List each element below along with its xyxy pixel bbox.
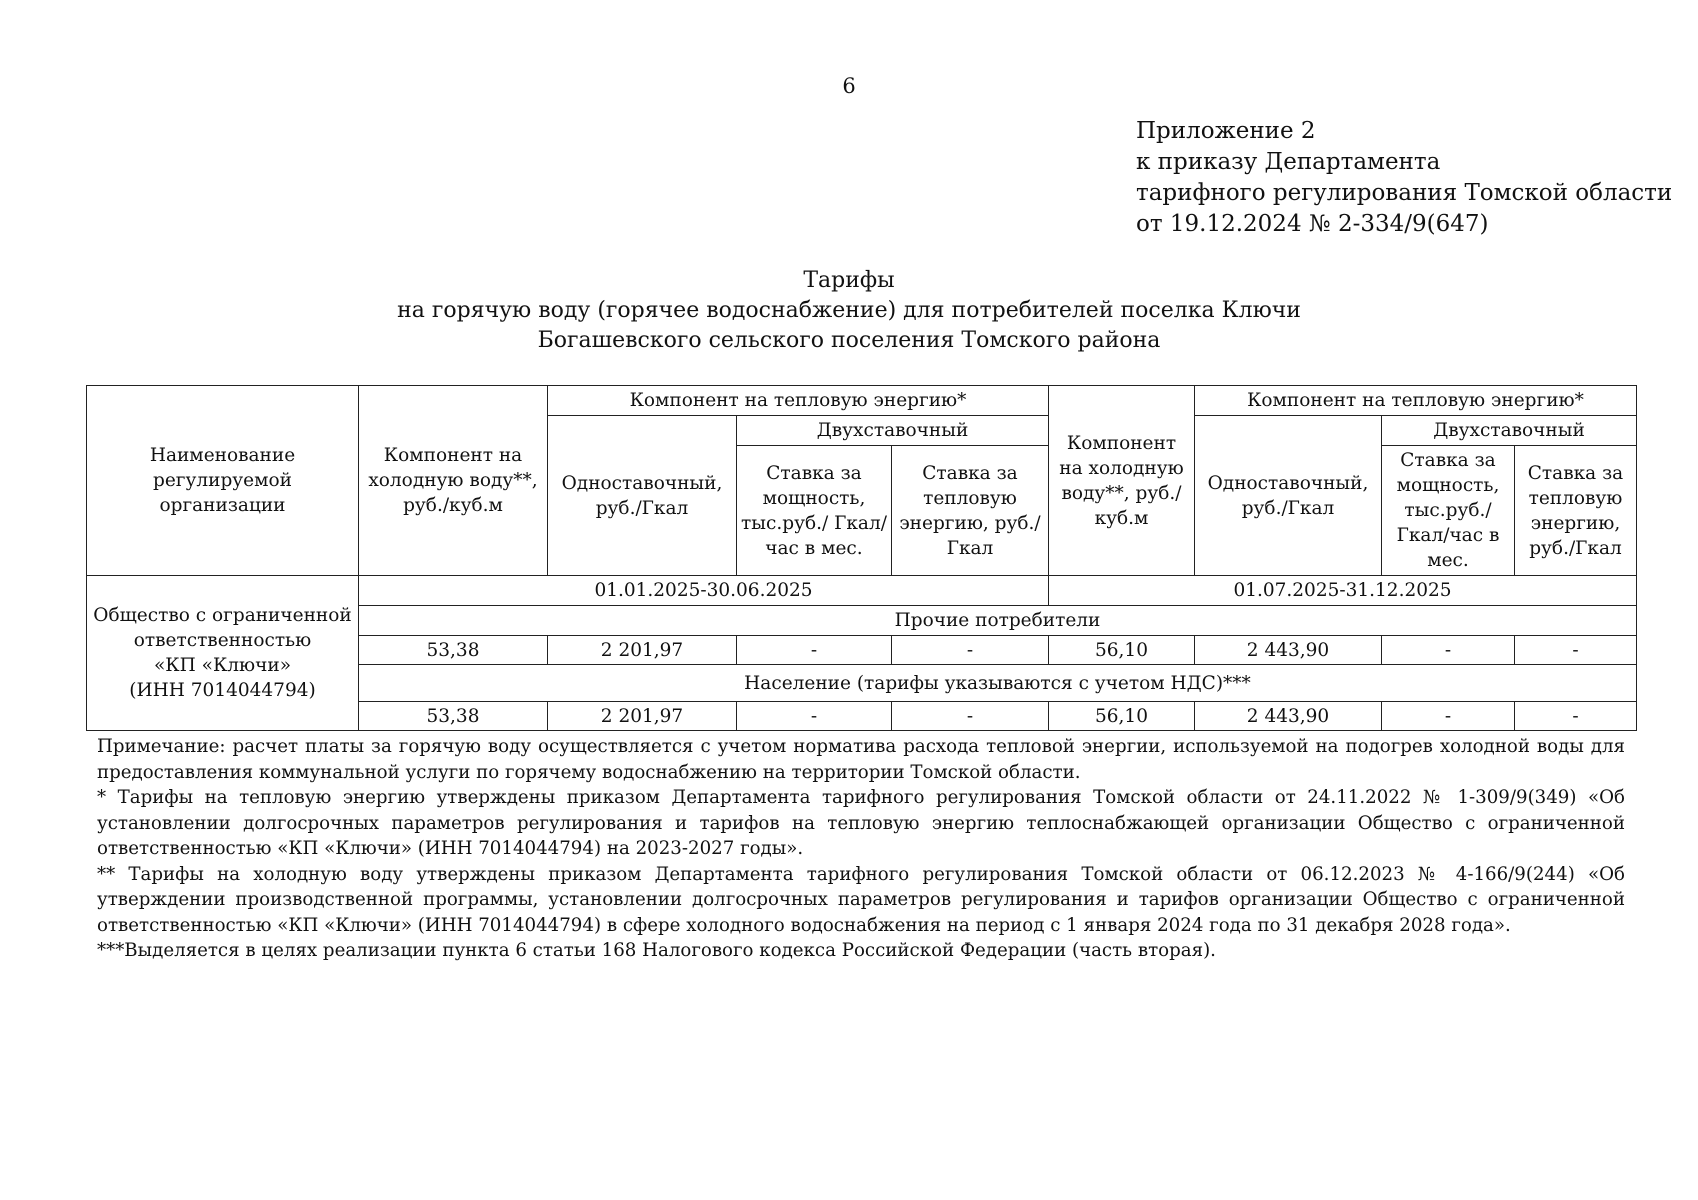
organization-line: (ИНН 7014044794) xyxy=(129,680,316,701)
value-cell: - xyxy=(1515,636,1637,665)
note-vat: ***Выделяется в целях реализации пункта 6 статьи 168 Налогового кодекса Российской Федерации (часть вторая). xyxy=(97,940,1216,961)
document-title xyxy=(0,266,1698,356)
tariff-table xyxy=(86,385,1637,731)
appendix-block xyxy=(1136,116,1676,240)
appendix-line: к приказу Департамента xyxy=(1136,149,1441,175)
value-cell: - xyxy=(737,636,892,665)
period-1: 01.01.2025-30.06.2025 xyxy=(359,576,1049,606)
value-cell: - xyxy=(1382,636,1515,665)
value-cell: - xyxy=(1515,702,1637,731)
appendix-line: Приложение 2 xyxy=(1136,118,1316,144)
notes-block xyxy=(97,734,1625,964)
value-cell: 53,38 xyxy=(359,636,548,665)
note-heat-tariffs: * Тарифы на тепловую энергию утверждены приказом Департамента тарифного регулирования Томской области от 24.11.2022 № 1-309/9(349) «Об установлении долгосрочных параметров регулирования и тарифов на тепловую энергию теплоснабжающей организации Общество с ограниченной ответственностью «КП «Ключи» (ИНН 7014044794) на 2023-2027 годы». xyxy=(97,787,1625,859)
title-line: на горячую воду (горячее водоснабжение) для потребителей поселка Ключи xyxy=(397,298,1301,323)
header-org-name: Наименование регулируемой организации xyxy=(87,386,359,576)
appendix-line: тарифного регулирования Томской области xyxy=(1136,180,1673,206)
value-cell: 2 443,90 xyxy=(1195,636,1382,665)
note-cold-water-tariffs: ** Тарифы на холодную воду утверждены приказом Департамента тарифного регулирования Томской области от 06.12.2023 № 4-166/9(244) «Об утверждении производственной программы, установлении долгосрочных параметров регулирования и тарифов организации Общество с ограниченной ответственностью «КП «Ключи» (ИНН 7014044794) в сфере холодного водоснабжения на период с 1 января 2024 года по 31 декабря 2028 года». xyxy=(97,863,1625,936)
value-cell: - xyxy=(892,636,1049,665)
header-single-rate-1: Одноставочный, руб./Гкал xyxy=(548,416,737,576)
value-cell: 2 201,97 xyxy=(548,702,737,731)
organization-line: Общество с ограниченной xyxy=(93,605,352,626)
organization-line: ответственностью xyxy=(133,630,312,651)
header-cold-water-2: Компонент на холодную воду**, руб./куб.м xyxy=(1049,386,1195,576)
header-energy-rate-1: Ставка за тепловую энергию, руб./Гкал xyxy=(892,446,1049,576)
value-cell: - xyxy=(1382,702,1515,731)
value-cell: - xyxy=(892,702,1049,731)
header-capacity-rate-2: Ставка за мощность, тыс.руб./ Гкал/час в мес. xyxy=(1382,446,1515,576)
header-two-rate-1: Двухставочный xyxy=(737,416,1049,446)
page-number: 6 xyxy=(842,74,856,98)
header-capacity-rate-1: Ставка за мощность, тыс.руб./ Гкал/час в мес. xyxy=(737,446,892,576)
value-cell: 2 201,97 xyxy=(548,636,737,665)
appendix-line: от 19.12.2024 № 2-334/9(647) xyxy=(1136,211,1489,237)
header-energy-rate-2: Ставка за тепловую энергию, руб./Гкал xyxy=(1515,446,1637,576)
period-2: 01.07.2025-31.12.2025 xyxy=(1049,576,1637,606)
organization-line: «КП «Ключи» xyxy=(153,655,292,676)
organization-cell xyxy=(87,576,359,731)
value-cell: - xyxy=(737,702,892,731)
header-heat-component-1: Компонент на тепловую энергию* xyxy=(548,386,1049,416)
header-heat-component-2: Компонент на тепловую энергию* xyxy=(1195,386,1637,416)
header-two-rate-2: Двухставочный xyxy=(1382,416,1637,446)
group-label-population: Население (тарифы указываются с учетом НДС)*** xyxy=(359,665,1637,702)
value-cell: 56,10 xyxy=(1049,702,1195,731)
title-line: Богашевского сельского поселения Томского района xyxy=(537,328,1161,353)
value-cell: 53,38 xyxy=(359,702,548,731)
group-label-other-consumers: Прочие потребители xyxy=(359,606,1637,636)
note-main: Примечание: расчет платы за горячую воду осуществляется с учетом норматива расхода тепловой энергии, используемой на подогрев холодной воды для предоставления коммунальной услуги по горячему водоснабжению на территории Томской области. xyxy=(97,736,1625,783)
title-line: Тарифы xyxy=(803,268,895,293)
header-cold-water-1: Компонент на холодную воду**, руб./куб.м xyxy=(359,386,548,576)
header-single-rate-2: Одноставочный, руб./Гкал xyxy=(1195,416,1382,576)
value-cell: 56,10 xyxy=(1049,636,1195,665)
value-cell: 2 443,90 xyxy=(1195,702,1382,731)
